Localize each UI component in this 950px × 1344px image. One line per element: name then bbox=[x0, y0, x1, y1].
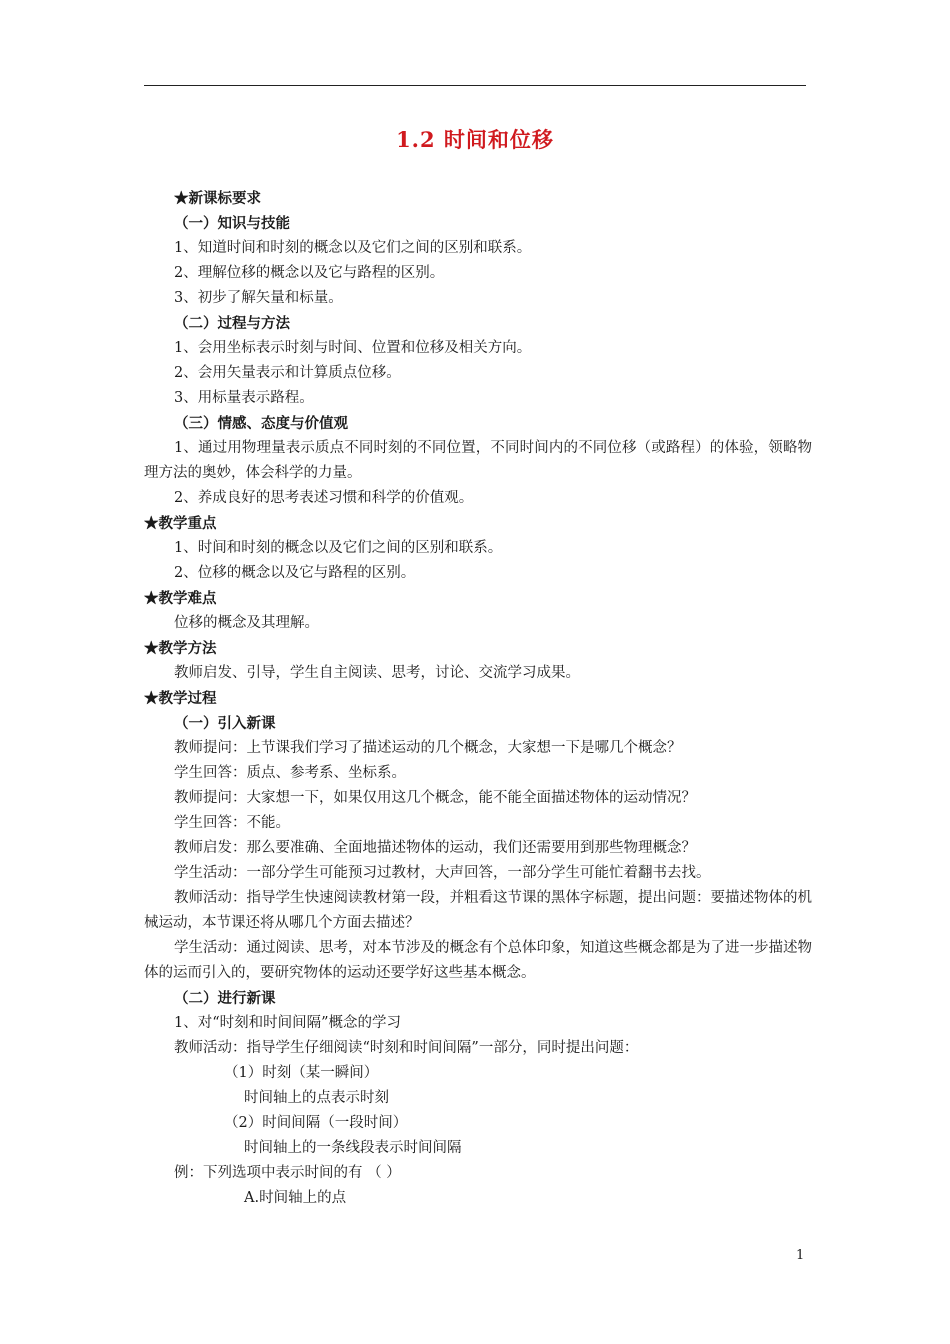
section-heading: ★教学重点 bbox=[144, 515, 217, 532]
text-line: 学生回答：不能。 bbox=[174, 815, 290, 831]
text-line: 时间轴上的一条线段表示时间间隔 bbox=[244, 1140, 462, 1156]
text-line: 1、时间和时刻的概念以及它们之间的区别和联系。 bbox=[174, 540, 503, 556]
text-line: 教师活动：指导学生快速阅读教材第一段，并粗看这节课的黑体字标题，提出问题：要描述物体的机械运动，本节课还将从哪几个方面去描述？ bbox=[144, 890, 812, 931]
section-heading: ★教学难点 bbox=[144, 590, 217, 607]
text-line: 1、知道时间和时刻的概念以及它们之间的区别和联系。 bbox=[174, 240, 532, 256]
text-line: 学生活动：通过阅读、思考，对本节涉及的概念有个总体印象，知道这些概念都是为了进一步描述物体的运而引入的，要研究物体的运动还要学好这些基本概念。 bbox=[144, 940, 812, 981]
text-line: 1、对“时刻和时间间隔”概念的学习 bbox=[174, 1015, 402, 1031]
section-heading: （三）情感、态度与价值观 bbox=[174, 415, 348, 432]
section-heading: ★新课标要求 bbox=[174, 190, 261, 207]
text-line: 2、位移的概念以及它与路程的区别。 bbox=[174, 565, 416, 581]
text-line: 教师提问：大家想一下，如果仅用这几个概念，能不能全面描述物体的运动情况？ bbox=[174, 790, 696, 806]
text-line: 教师活动：指导学生仔细阅读“时刻和时间间隔”一部分，同时提出问题： bbox=[174, 1040, 639, 1056]
document-body bbox=[144, 186, 812, 1211]
text-line: 时间轴上的点表示时刻 bbox=[244, 1090, 389, 1106]
section-heading: （二）过程与方法 bbox=[174, 315, 290, 332]
document-title: 1.2 时间和位移 bbox=[396, 127, 554, 152]
text-line: 学生回答：质点、参考系、坐标系。 bbox=[174, 765, 406, 781]
section-heading: ★教学过程 bbox=[144, 690, 217, 707]
text-line: 1、通过用物理量表示质点不同时刻的不同位置，不同时间内的不同位移（或路程）的体验，领略物理方法的奥妙，体会科学的力量。 bbox=[144, 440, 812, 481]
text-line: 教师启发：那么要准确、全面地描述物体的运动，我们还需要用到那些物理概念？ bbox=[174, 840, 696, 856]
text-line: 2、养成良好的思考表述习惯和科学的价值观。 bbox=[174, 490, 474, 506]
text-line: 3、用标量表示路程。 bbox=[174, 390, 314, 406]
text-line: 2、会用矢量表示和计算质点位移。 bbox=[174, 365, 401, 381]
text-line: 位移的概念及其理解。 bbox=[174, 615, 319, 631]
page-number: 1 bbox=[796, 1248, 805, 1263]
section-heading: （二）进行新课 bbox=[174, 990, 276, 1007]
text-line: （2）时间间隔（一段时间） bbox=[224, 1115, 408, 1131]
text-line: 3、初步了解矢量和标量。 bbox=[174, 290, 343, 306]
text-line: A.时间轴上的点 bbox=[244, 1190, 347, 1206]
section-heading: ★教学方法 bbox=[144, 640, 217, 657]
section-heading: （一）引入新课 bbox=[174, 715, 276, 732]
header-rule bbox=[144, 85, 806, 86]
text-line: 学生活动：一部分学生可能预习过教材，大声回答，一部分学生可能忙着翻书去找。 bbox=[174, 865, 711, 881]
section-heading: （一）知识与技能 bbox=[174, 215, 290, 232]
text-line: 教师启发、引导，学生自主阅读、思考，讨论、交流学习成果。 bbox=[174, 665, 580, 681]
text-line: （1）时刻（某一瞬间） bbox=[224, 1065, 379, 1081]
text-line: 例：下列选项中表示时间的有 （ ） bbox=[174, 1165, 401, 1181]
text-line: 教师提问：上节课我们学习了描述运动的几个概念，大家想一下是哪几个概念？ bbox=[174, 740, 682, 756]
text-line: 1、会用坐标表示时刻与时间、位置和位移及相关方向。 bbox=[174, 340, 532, 356]
text-line: 2、理解位移的概念以及它与路程的区别。 bbox=[174, 265, 445, 281]
